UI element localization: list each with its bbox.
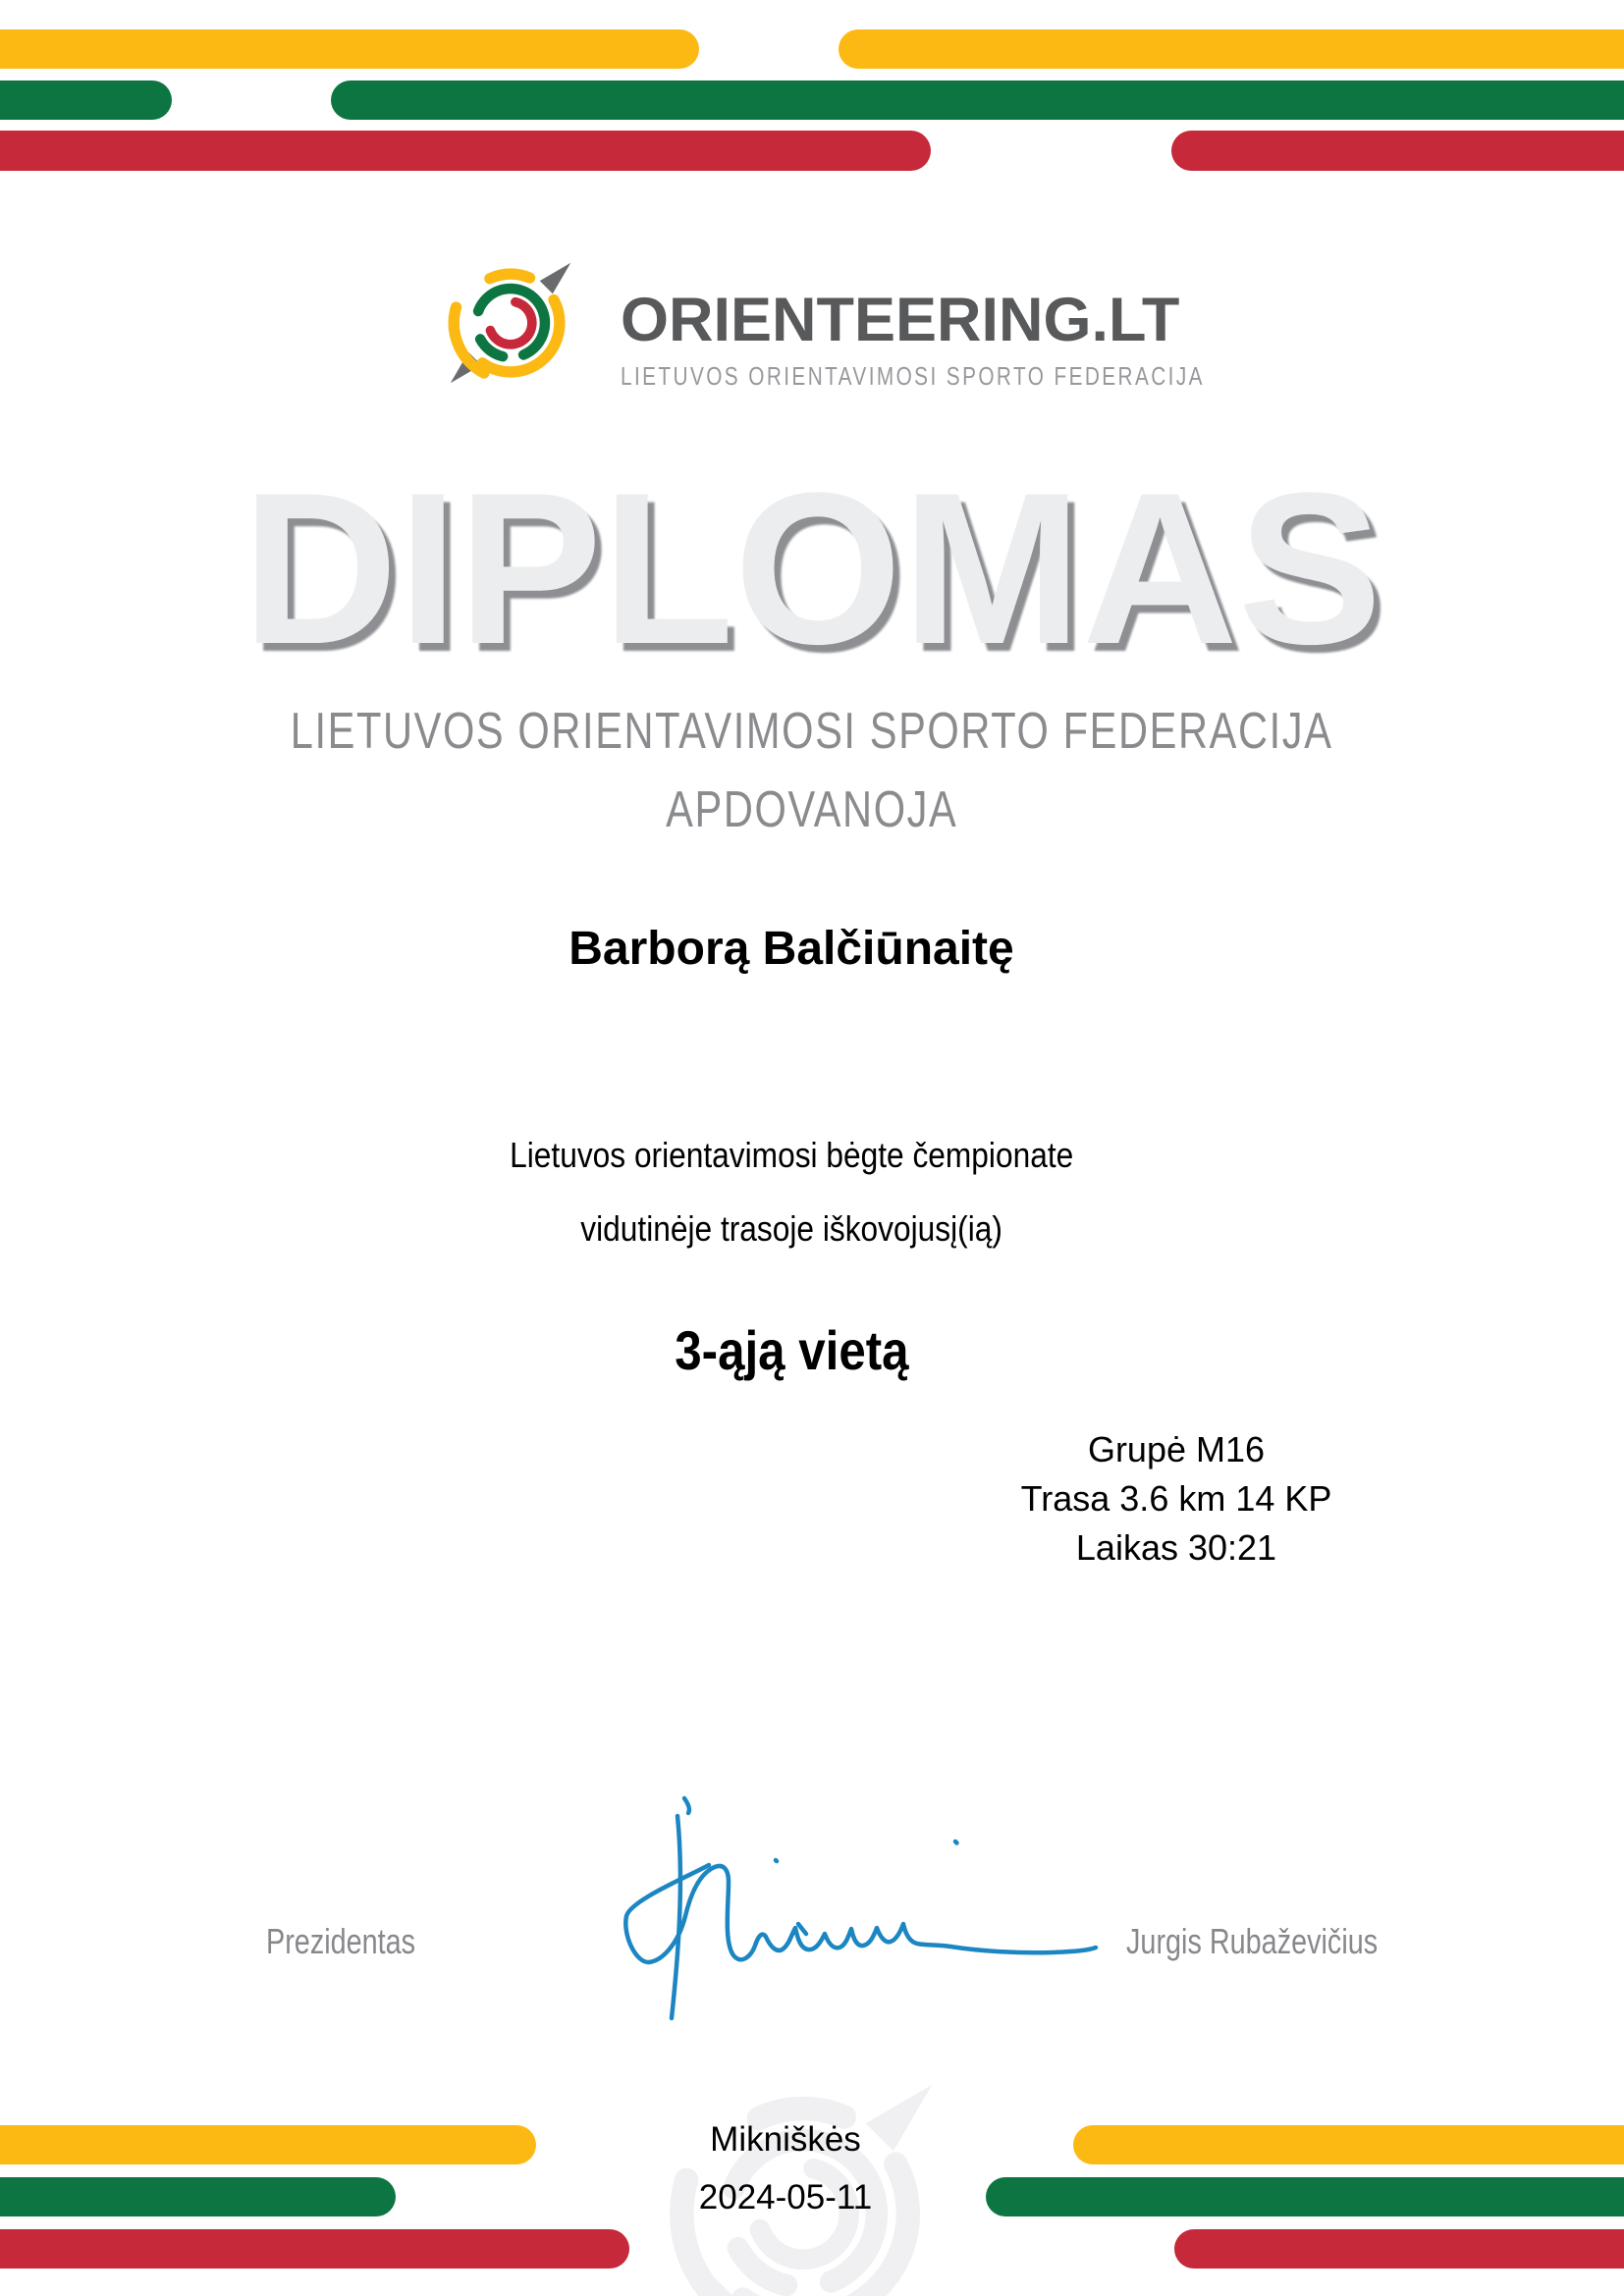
bottom-stripe-red-right — [1174, 2229, 1624, 2269]
top-stripe-green-left — [0, 80, 172, 120]
top-stripe-green-right — [331, 80, 1624, 120]
top-stripe-red-left — [0, 131, 931, 171]
diploma-title: DIPLOMAS — [242, 448, 1382, 689]
detail-course: Trasa 3.6 km 14 KP — [1020, 1478, 1332, 1519]
event-description — [0, 1118, 1583, 1265]
detail-group: Grupė M16 — [1087, 1429, 1266, 1469]
logo-text-block — [621, 286, 1351, 392]
result-details — [1021, 1425, 1332, 1573]
recipient-name: Barborą Balčiūnaitę — [568, 923, 1014, 975]
compass-logo-icon — [442, 250, 579, 396]
issuer-line-2: APDOVANOJA — [666, 781, 958, 838]
top-stripe-yellow-left — [0, 29, 699, 69]
signature-image — [589, 1767, 1139, 2022]
event-line-1: Lietuvos orientavimosi bėgte čempionate — [509, 1135, 1074, 1175]
bottom-stripe-red-left — [0, 2229, 629, 2269]
signature-role-label: Prezidentas — [266, 1921, 416, 1961]
event-date: 2024-05-11 — [698, 2178, 873, 2216]
issuer-block — [0, 692, 1624, 849]
placement-text: 3-ąją vietą — [674, 1319, 909, 1381]
signature-signer-name: Jurgis Rubaževičius — [1125, 1921, 1378, 1961]
compass-needle-ne — [540, 263, 571, 294]
detail-time: Laikas 30:21 — [1075, 1527, 1277, 1568]
event-location: Mikniškės — [710, 2120, 861, 2159]
logo-brand: ORIENTEERING.LT — [621, 286, 1180, 354]
footer-block — [0, 2110, 1571, 2226]
event-line-2: vidutinėje trasoje iškovojusį(ią) — [580, 1208, 1002, 1249]
top-stripe-red-right — [1171, 131, 1624, 171]
issuer-line-1: LIETUVOS ORIENTAVIMOSI SPORTO FEDERACIJA — [291, 703, 1333, 760]
logo-subtitle: LIETUVOS ORIENTAVIMOSI SPORTO FEDERACIJA — [621, 361, 1205, 391]
top-stripe-yellow-right — [839, 29, 1624, 69]
